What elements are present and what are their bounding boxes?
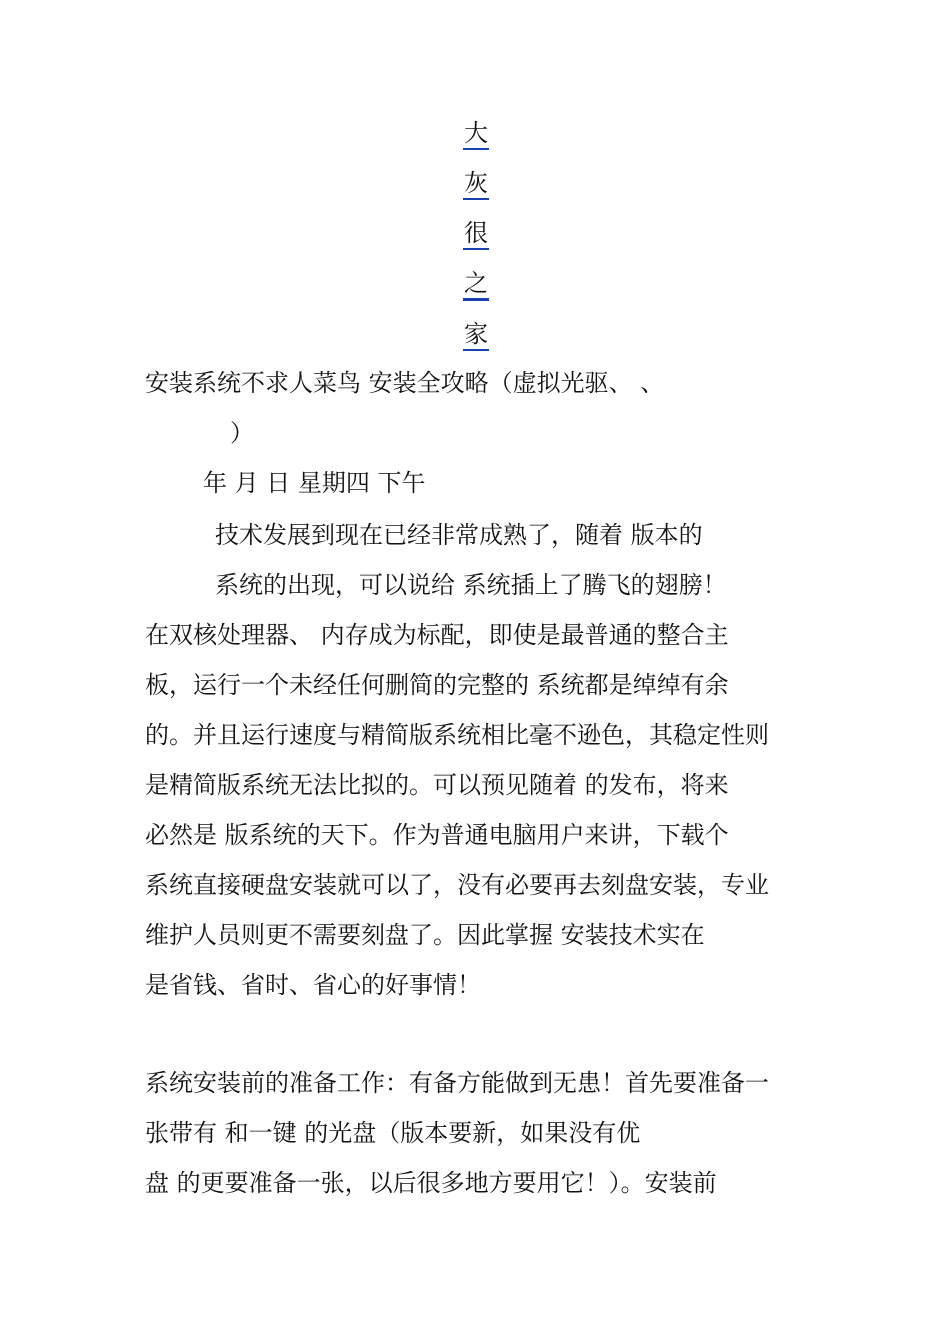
date-line: 年 月 日 星期四 下午 — [203, 469, 426, 497]
logo-char: 之 — [464, 269, 488, 297]
paragraph-line: 技术发展到现在已经非常成熟了，随着 版本的 — [215, 521, 703, 549]
paragraph-line: 是省钱、省时、省心的好事情！ — [145, 971, 481, 999]
logo-char: 大 — [464, 119, 488, 147]
logo-vertical — [462, 118, 490, 351]
paragraph-line: 维护人员则更不需要刻盘了。因此掌握 安装技术实在 — [145, 921, 705, 949]
logo-underline — [463, 198, 489, 200]
logo-char: 很 — [464, 219, 488, 247]
document-title-line-1: 安装系统不求人菜鸟 安装全攻略（虚拟光驱、 、 — [145, 369, 665, 397]
logo-underline — [463, 148, 489, 150]
paragraph-line: 系统的出现，可以说给 系统插上了腾飞的翅膀！ — [215, 571, 727, 599]
paragraph-line: 在双核处理器、 内存成为标配，即使是最普通的整合主 — [145, 621, 729, 649]
paragraph-line: 系统直接硬盘安装就可以了，没有必要再去刻盘安装，专业 — [145, 871, 769, 899]
paragraph-line: 是精简版系统无法比拟的。可以预见随着 的发布，将来 — [145, 771, 729, 799]
paragraph-line: 的。并且运行速度与精简版系统相比毫不逊色，其稳定性则 — [145, 721, 769, 749]
paragraph-line: 张带有 和一键 的光盘（版本要新，如果没有优 — [145, 1119, 641, 1147]
paragraph-line: 盘 的更要准备一张，以后很多地方要用它！）。安装前 — [145, 1169, 717, 1197]
logo-char: 家 — [464, 320, 488, 348]
logo-underline — [463, 349, 489, 351]
paragraph-line: 必然是 版系统的天下。作为普通电脑用户来讲，下载个 — [145, 821, 729, 849]
logo-char: 灰 — [464, 169, 488, 197]
logo-underline — [463, 298, 489, 301]
logo-underline — [463, 248, 489, 250]
document-title-line-2: ） — [230, 419, 254, 447]
paragraph-line: 板，运行一个未经任何删简的完整的 系统都是绰绰有余 — [145, 671, 729, 699]
paragraph-line: 系统安装前的准备工作：有备方能做到无患！首先要准备一 — [145, 1069, 769, 1097]
